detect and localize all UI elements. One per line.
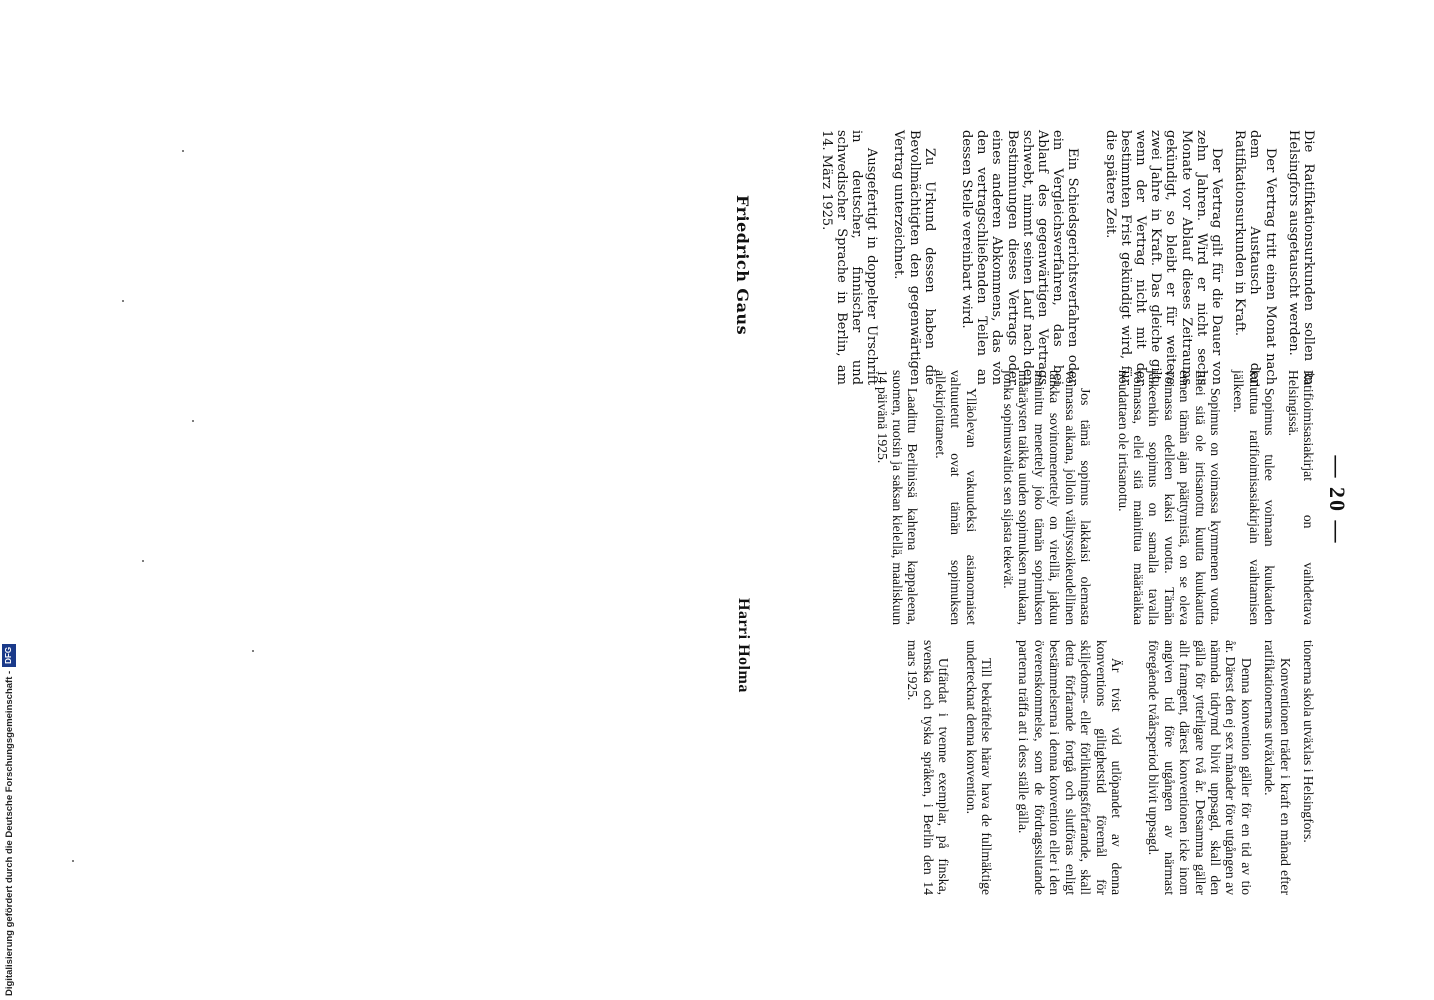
scan-speck — [142, 560, 144, 562]
german-paragraph-2: Der Vertrag tritt einen Monat nach dem Austausch der Ratifikationsurkunden in Kraft. — [1232, 130, 1278, 385]
finnish-signature: Harri Holma — [735, 598, 752, 693]
finnish-paragraph-6: Laadittu Berlinissä kahtena kappaleena, suomen, ruotsin ja saksan kielellä, maaliskuun 14 päivänä 1925. — [874, 370, 921, 625]
scan-speck — [192, 420, 194, 422]
digitization-credit-text: Digitalisierung gefördert durch die Deutsche Forschungsgemeinschaft - — [3, 670, 15, 996]
page-number: — 20 — — [1325, 455, 1350, 545]
finnish-column — [866, 370, 1316, 625]
swedish-paragraph-1: tionerna skola utväxlas i Helsingfors. — [1301, 640, 1316, 843]
german-paragraph-1: Die Ratifikationsurkunden sollen in Helsingfors ausgetauscht werden. — [1285, 130, 1316, 385]
swedish-paragraph-4: Är tvist vid utlöpandet av denna konventions giltighetstid föremål för skiljedoms- eller förlikningsförfarande, skall detta förfarande fortgå och slutföras enligt bestämmelserna i denna konvention eller i den överenskommelse, som de fördragsslutande parterna träffa att i dess ställe gälla. — [1016, 640, 1124, 895]
german-paragraph-3: Der Vertrag gilt für die Dauer von zehn Jahren. Wird er nicht sechs Monate vor Ablauf dieses Zeitraums gekündigt, so bleibt er für weitere zwei Jahre in Kraft. Das gleiche gilt, wenn der Vertrag nicht mit der bestimmten Frist gekündigt wird, für die spätere Zeit. — [1102, 130, 1224, 385]
scan-speck — [72, 860, 74, 862]
finnish-paragraph-1: Ratifioimisasiakirjat on vaihdettava Helsingissä. — [1285, 370, 1316, 625]
german-paragraph-5: Zu Urkund dessen haben die Bevollmächtigten den gegenwärtigen Vertrag unterzeichnet. — [891, 130, 937, 385]
german-paragraph-6: Ausgefertigt in doppelter Urschrift in deutscher, finnischer und schwedischer Sprache in Berlin, am 14. März 1925. — [818, 130, 880, 385]
swedish-paragraph-2: Konventionen träder i kraft en månad efter ratifikationernas utväxlande. — [1262, 640, 1293, 895]
scan-speck — [122, 300, 124, 302]
finnish-paragraph-2: Sopimus tulee voimaan kuukauden kuluttua ratifioimisasiakirjain vaihtamisen jälkeen. — [1231, 370, 1278, 625]
swedish-column — [897, 640, 1316, 895]
digitization-credit — [0, 608, 18, 996]
scan-speck — [182, 150, 184, 152]
finnish-paragraph-3: Sopimus on voimassa kymmenen vuotta. Ellei sitä ole irtisanottu kuutta kuukautta ennen tämän ajan päättymistä, on se oleva voimassa edelleen kaksi vuotta. Tämän jälkeenkin sopimus on samalla tavalla voimassa, ellei sitä mainittua määräaikaa noudattaen ole irtisanottu. — [1115, 370, 1223, 625]
finnish-paragraph-5: Ylläolevan vakuudeksi asianomaiset valtuutetut ovat tämän sopimuksen allekirjoittaneet. — [932, 370, 979, 625]
swedish-paragraph-3: Denna konvention gäller för en tid av tio år. Därest den ej sex månader före utgången av nämnda tidrymd blivit uppsagd, skall den gälla för ytterligare två år. Detsamma gäller allt framgent, därest konventionen icke inom angiven tid före utgången av närmast föregående tvåårsperiod blivit uppsagd. — [1146, 640, 1254, 895]
finnish-paragraph-4: Jos tämä sopimus lakkaisi olemasta voimassa aikana, jolloin välityssoikeudellinen taikka sovintomenettely on vireillä, jatkuu mainittu menettely joko tämän sopimuksen määräysten taikka uuden sopimuksen mukaan, jonka sopimusvaltiot sen sijasta tekevät. — [1001, 370, 1094, 625]
swedish-paragraph-5: Till bekräftelse härav hava de fullmäktige undertecknat denna konvention. — [963, 640, 995, 895]
german-signature: Friedrich Gaus — [733, 195, 752, 336]
scan-speck — [252, 650, 254, 652]
german-paragraph-4: Ein Schiedsgerichtsverfahren oder ein Vergleichsverfahren, das bei Ablauf des gegenwärtigen Vertrags schwebt, nimmt seinen Lauf nach den Bestimmungen dieses Vertrags oder eines anderen Abkommens, das von den vertragschließenden Teilen an dessen Stelle vereinbart wird. — [958, 130, 1081, 385]
swedish-paragraph-6: Utfärdat i tvenne exemplar, på finska, svenska och tyska språken, i Berlin den 14 mars 1925. — [905, 640, 952, 895]
german-column — [810, 130, 1316, 385]
dfg-logo: DFG — [2, 644, 16, 667]
